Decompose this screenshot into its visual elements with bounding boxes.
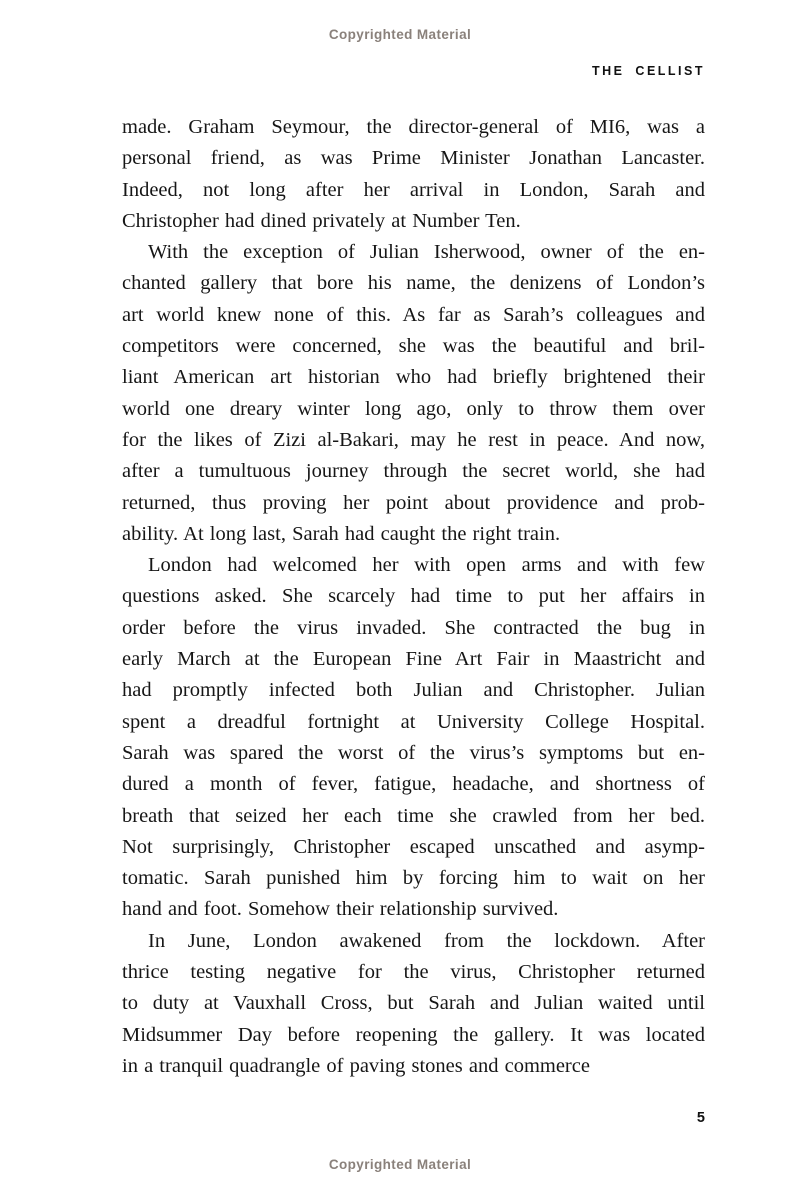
- paragraph: [122, 550, 705, 926]
- copyright-notice-bottom: Copyrighted Material: [328, 1157, 472, 1172]
- text-line: competitors were concerned, she was the beautiful and bril-: [122, 335, 705, 358]
- text-line: Christopher had dined privately at Number Ten.: [122, 209, 521, 232]
- text-line: art world knew none of this. As far as Sarah’s colleagues and: [122, 303, 705, 326]
- text-line: dured a month of fever, fatigue, headache, and shortness of: [122, 773, 705, 796]
- text-line: liant American art historian who had briefly brightened their: [122, 366, 705, 389]
- text-line: made. Graham Seymour, the director-general of MI6, was a: [122, 116, 705, 138]
- text-line: personal friend, as was Prime Minister Jonathan Lancaster.: [122, 147, 705, 170]
- text-line: hand and foot. Somehow their relationship survived.: [122, 898, 559, 921]
- text-line: chanted gallery that bore his name, the denizens of London’s: [122, 272, 705, 295]
- paragraph: [122, 926, 705, 1082]
- text-line: Indeed, not long after her arrival in London, Sarah and: [122, 178, 705, 201]
- text-line: returned, thus proving her point about providence and prob-: [122, 491, 705, 514]
- text-line: breath that seized her each time she crawled from her bed.: [122, 804, 705, 827]
- text-line: spent a dreadful fortnight at University College Hospital.: [122, 710, 705, 733]
- text-line: Sarah was spared the worst of the virus’s symptoms but en-: [122, 741, 705, 764]
- text-line: Not surprisingly, Christopher escaped unscathed and asymp-: [122, 835, 705, 858]
- text-line: order before the virus invaded. She contracted the bug in: [122, 616, 705, 639]
- page-number: 5: [696, 1110, 705, 1126]
- paragraph: [122, 112, 705, 237]
- text-line: in a tranquil quadrangle of paving stones and commerce: [122, 1054, 590, 1077]
- text-line: world one dreary winter long ago, only to throw them over: [122, 397, 705, 420]
- text-line: London had welcomed her with open arms and with few: [148, 554, 705, 577]
- text-line: after a tumultuous journey through the secret world, she had: [122, 460, 705, 483]
- paragraph: [122, 237, 705, 550]
- text-line: thrice testing negative for the virus, Christopher returned: [122, 961, 705, 984]
- text-line: for the likes of Zizi al-Bakari, may he rest in peace. And now,: [122, 428, 705, 451]
- text-line: early March at the European Fine Art Fair in Maastricht and: [122, 648, 705, 671]
- text-line: Midsummer Day before reopening the gallery. It was located: [122, 1023, 705, 1046]
- copyright-notice-top: Copyrighted Material: [328, 27, 472, 42]
- running-head-title: THE CELLIST: [591, 64, 705, 78]
- text-line: With the exception of Julian Isherwood, owner of the en-: [148, 241, 705, 264]
- text-line: In June, London awakened from the lockdown. After: [148, 929, 705, 952]
- text-line: tomatic. Sarah punished him by forcing him to wait on her: [122, 867, 705, 890]
- text-line: to duty at Vauxhall Cross, but Sarah and Julian waited until: [122, 992, 705, 1015]
- text-line: ability. At long last, Sarah had caught the right train.: [122, 522, 561, 545]
- text-line: questions asked. She scarcely had time to put her affairs in: [122, 585, 705, 608]
- text-line: had promptly infected both Julian and Christopher. Julian: [122, 679, 705, 702]
- body-text: [122, 112, 705, 1082]
